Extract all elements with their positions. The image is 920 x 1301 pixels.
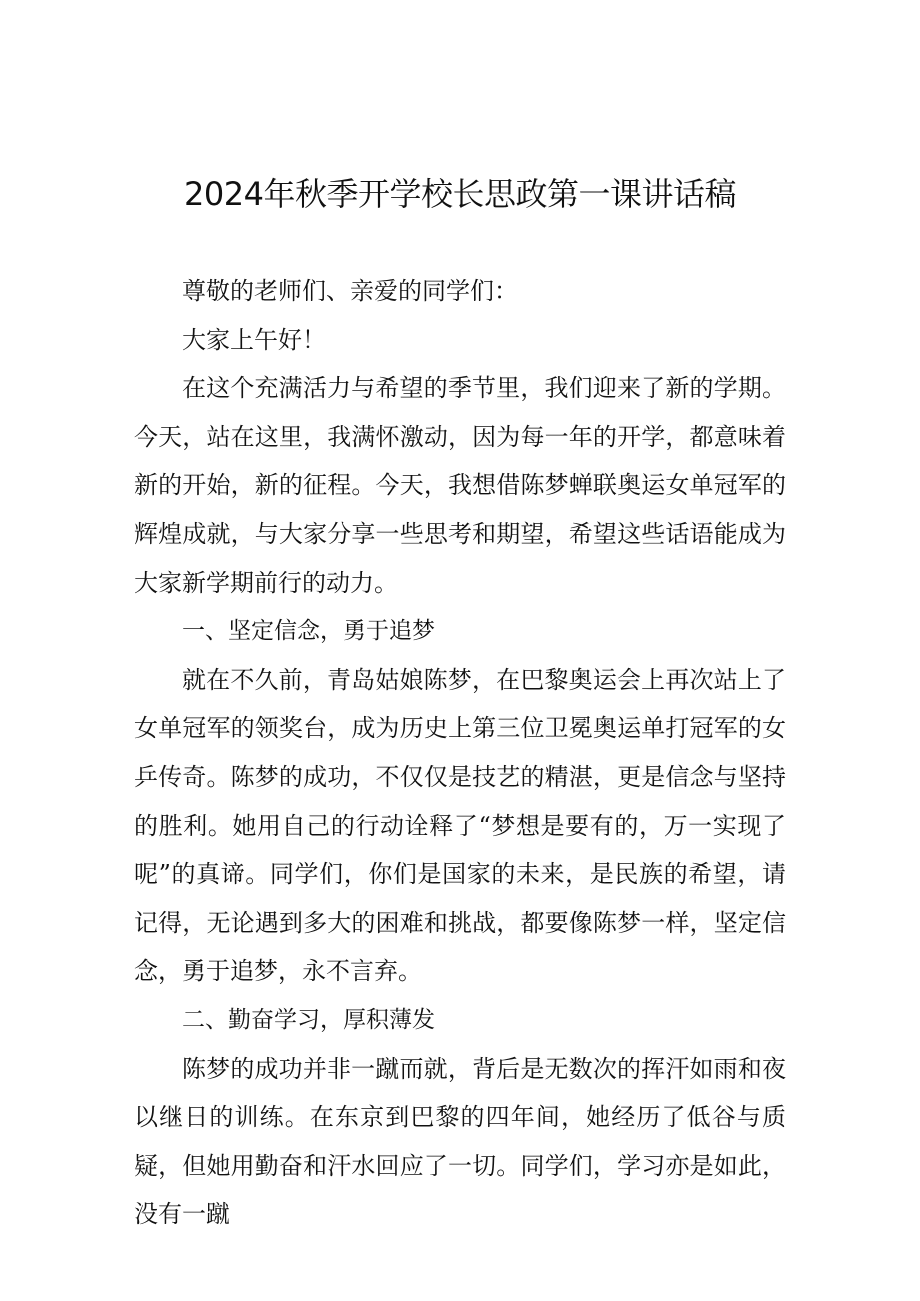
document-body [134,267,786,1239]
document-title: 2024年秋季开学校长思政第一课讲话稿 [184,175,736,213]
section-2-heading: 二、勤奋学习，厚积薄发 [182,1006,435,1033]
greeting-paragraph: 尊敬的老师们、亲爱的同学们： [182,277,518,305]
section-2-paragraph: 陈梦的成功并非一蹴而就，背后是无数次的挥汗如雨和夜以继日的训练。在东京到巴黎的四年间，她经历了低谷与质疑，但她用勤奋和汗水回应了一切。同学们，学习亦是如此，没有一蹴 [134,1054,786,1229]
intro-paragraph: 在这个充满活力与希望的季节里，我们迎来了新的学期。今天，站在这里，我满怀激动，因为每一年的开学，都意味着新的开始，新的征程。今天，我想借陈梦蝉联奥运女单冠军的辉煌成就，与大家分享一些思考和期望，希望这些话语能成为大家新学期前行的动力。 [134,374,786,597]
salutation-paragraph: 大家上午好！ [182,325,326,354]
section-1-paragraph: 就在不久前，青岛姑娘陈梦，在巴黎奥运会上再次站上了女单冠军的领奖台，成为历史上第三位卫冕奥运单打冠军的女乒传奇。陈梦的成功，不仅仅是技艺的精湛，更是信念与坚持的胜利。她用自己的行动诠释了“梦想是要有的，万一实现了呢”的真谛。同学们，你们是国家的未来，是民族的希望，请记得，无论遇到多大的困难和挑战，都要像陈梦一样，坚定信念，勇于追梦，永不言弃。 [134,665,786,986]
section-1-heading: 一、坚定信念，勇于追梦 [182,618,435,645]
